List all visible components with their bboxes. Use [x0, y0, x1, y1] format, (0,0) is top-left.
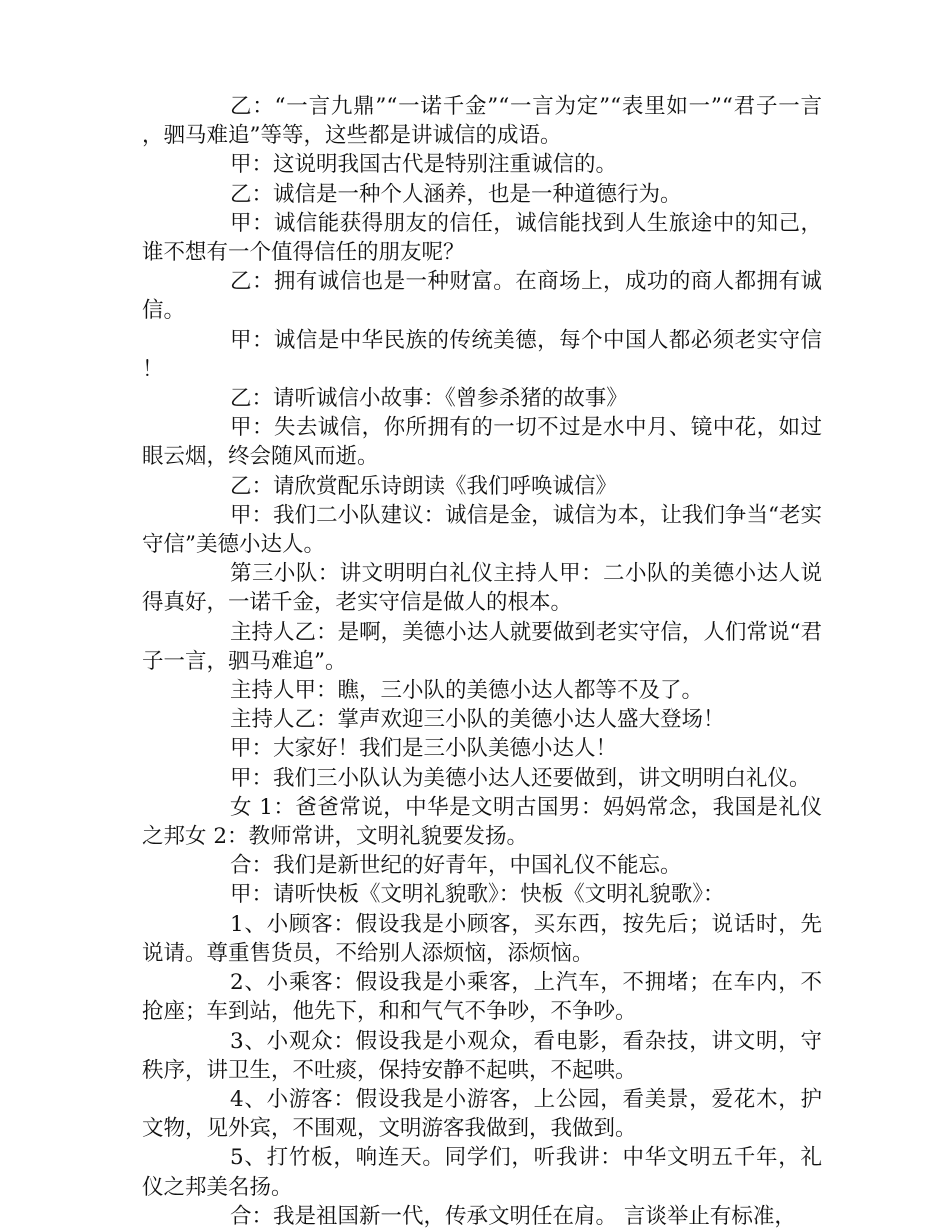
paragraph: 甲：这说明我国古代是特别注重诚信的。 [230, 152, 618, 178]
paragraph: 甲：诚信能获得朋友的信任，诚信能找到人生旅途中的知己，谁不想有一个值得信任的朋友呢？ [142, 210, 822, 266]
paragraph: 5、打竹板，响连天。同学们，听我讲：中华文明五千年，礼仪之邦美名扬。 [142, 1145, 822, 1200]
paragraph: 第三小队：讲文明明白礼仪主持人甲：二小队的美德小达人说得真好，一诺千金，老实守信是做人的根本。 [142, 561, 822, 616]
paragraph: 乙：请欣赏配乐诗朗读《我们呼唤诚信》 [230, 473, 618, 499]
document-body [142, 92, 822, 1231]
paragraph: 主持人乙：掌声欢迎三小队的美德小达人盛大登场！ [230, 707, 725, 733]
paragraph: 女 1：爸爸常说，中华是文明古国男：妈妈常念，我国是礼仪之邦女 2：教师常讲，文明礼貌要发扬。 [142, 794, 822, 850]
paragraph: 4、小游客：假设我是小游客，上公园，看美景，爱花木，护文物，见外宾，不围观，文明游客我做到，我做到。 [142, 1086, 822, 1142]
paragraph: 甲：诚信是中华民族的传统美德，每个中国人都必须老实守信！ [142, 327, 822, 382]
paragraph: 乙：请听诚信小故事：《曾参杀猪的故事》 [230, 386, 628, 412]
paragraph: 合：我们是新世纪的好青年，中国礼仪不能忘。 [230, 853, 682, 879]
paragraph: 甲：我们三小队认为美德小达人还要做到，讲文明明白礼仪。 [230, 765, 811, 791]
paragraph: 甲：请听快板《文明礼貌歌》：快板《文明礼貌歌》： [230, 882, 725, 908]
paragraph: 主持人乙：是啊，美德小达人就要做到老实守信，人们常说“君子一言，驷马难追”。 [142, 619, 822, 674]
paragraph: 乙：拥有诚信也是一种财富。在商场上，成功的商人都拥有诚信。 [142, 269, 822, 324]
paragraph: 甲：我们二小队建议：诚信是金，诚信为本，让我们争当“老实守信”美德小达人。 [142, 502, 822, 558]
paragraph: 甲：大家好！我们是三小队美德小达人！ [230, 736, 618, 762]
paragraph: 甲：失去诚信，你所拥有的一切不过是水中月、镜中花，如过眼云烟，终会随风而逝。 [142, 415, 822, 470]
paragraph: 3、小观众：假设我是小观众，看电影，看杂技，讲文明，守秩序，讲卫生，不吐痰，保持安静不起哄，不起哄。 [142, 1028, 822, 1083]
paragraph: 乙：诚信是一种个人涵养，也是一种道德行为。 [230, 181, 682, 207]
paragraph: 合：我是祖国新一代，传承文明任在肩。 言谈举止有标准， [230, 1203, 796, 1229]
paragraph: 主持人甲：瞧，三小队的美德小达人都等不及了。 [230, 678, 704, 704]
paragraph: 1、小顾客：假设我是小顾客，买东西，按先后；说话时，先说请。尊重售货员，不给别人添烦恼，添烦恼。 [142, 911, 822, 966]
paragraph: 乙：“一言九鼎”“一诺千金”“一言为定”“表里如一”“君子一言，驷马难追”等等，这些都是讲诚信的成语。 [142, 94, 822, 149]
paragraph: 2、小乘客：假设我是小乘客，上汽车，不拥堵；在车内，不抢座；车到站，他先下，和和气气不争吵，不争吵。 [142, 970, 822, 1025]
